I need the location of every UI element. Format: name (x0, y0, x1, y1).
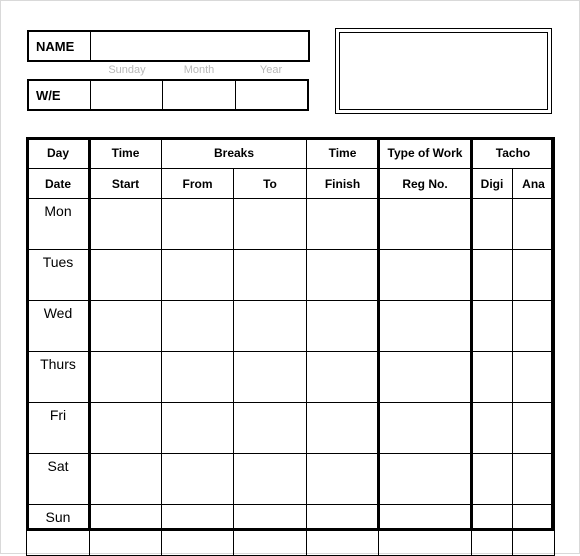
digi-cell[interactable] (472, 301, 513, 352)
day-label: Fri (27, 403, 90, 454)
reg-no-cell[interactable] (379, 199, 472, 250)
col-day-header: Day (27, 138, 90, 169)
finish-cell[interactable] (307, 403, 379, 454)
ana-cell[interactable] (513, 301, 555, 352)
start-cell[interactable] (90, 199, 162, 250)
break-to-cell[interactable] (234, 199, 307, 250)
break-to-cell[interactable] (234, 505, 307, 556)
table-row (27, 250, 555, 301)
digi-cell[interactable] (472, 352, 513, 403)
ana-cell[interactable] (513, 199, 555, 250)
break-to-cell[interactable] (234, 454, 307, 505)
digi-cell[interactable] (472, 403, 513, 454)
col-time-start-header: Time (90, 138, 162, 169)
break-from-cell[interactable] (162, 403, 234, 454)
start-cell[interactable] (90, 250, 162, 301)
start-cell[interactable] (90, 505, 162, 556)
break-from-cell[interactable] (162, 352, 234, 403)
logo-box-inner (339, 32, 548, 110)
break-to-cell[interactable] (234, 250, 307, 301)
we-divider-3 (235, 81, 236, 109)
ana-cell[interactable] (513, 454, 555, 505)
ana-cell[interactable] (513, 403, 555, 454)
divider-finish-work (377, 137, 380, 531)
col-type-of-work-header: Type of Work (379, 138, 472, 169)
start-cell[interactable] (90, 454, 162, 505)
digi-cell[interactable] (472, 199, 513, 250)
day-label: Mon (27, 199, 90, 250)
day-label: Sun (27, 505, 90, 556)
day-label: Sat (27, 454, 90, 505)
col-from-header: From (162, 169, 234, 199)
finish-cell[interactable] (307, 250, 379, 301)
break-to-cell[interactable] (234, 352, 307, 403)
name-divider (90, 32, 91, 60)
col-start-header: Start (90, 169, 162, 199)
reg-no-cell[interactable] (379, 301, 472, 352)
day-label: Wed (27, 301, 90, 352)
col-breaks-header: Breaks (162, 138, 307, 169)
break-from-cell[interactable] (162, 505, 234, 556)
col-finish-header: Finish (307, 169, 379, 199)
divider-work-tacho (470, 137, 473, 531)
we-label: W/E (36, 87, 61, 103)
hint-year: Year (259, 64, 283, 76)
name-label: NAME (36, 38, 75, 54)
ana-cell[interactable] (513, 505, 555, 556)
ana-cell[interactable] (513, 352, 555, 403)
reg-no-cell[interactable] (379, 250, 472, 301)
table-row (27, 199, 555, 250)
reg-no-cell[interactable] (379, 403, 472, 454)
break-from-cell[interactable] (162, 454, 234, 505)
col-to-header: To (234, 169, 307, 199)
break-to-cell[interactable] (234, 301, 307, 352)
divider-date-start (88, 137, 91, 531)
col-time-finish-header: Time (307, 138, 379, 169)
start-cell[interactable] (90, 301, 162, 352)
reg-no-cell[interactable] (379, 454, 472, 505)
digi-cell[interactable] (472, 505, 513, 556)
day-label: Tues (27, 250, 90, 301)
timesheet-table (26, 137, 555, 556)
finish-cell[interactable] (307, 301, 379, 352)
table-row (27, 454, 555, 505)
header-row-1 (27, 138, 555, 169)
col-ana-header: Ana (513, 169, 555, 199)
we-divider-1 (90, 81, 91, 109)
finish-cell[interactable] (307, 505, 379, 556)
logo-box[interactable] (335, 28, 552, 114)
reg-no-cell[interactable] (379, 352, 472, 403)
col-digi-header: Digi (472, 169, 513, 199)
reg-no-cell[interactable] (379, 505, 472, 556)
header-row-2 (27, 169, 555, 199)
break-from-cell[interactable] (162, 301, 234, 352)
finish-cell[interactable] (307, 199, 379, 250)
digi-cell[interactable] (472, 454, 513, 505)
col-reg-no-header: Reg No. (379, 169, 472, 199)
table-row (27, 403, 555, 454)
hint-month: Month (183, 64, 215, 76)
day-label: Thurs (27, 352, 90, 403)
break-from-cell[interactable] (162, 199, 234, 250)
finish-cell[interactable] (307, 454, 379, 505)
break-from-cell[interactable] (162, 250, 234, 301)
start-cell[interactable] (90, 403, 162, 454)
table-row (27, 505, 555, 556)
week-ending-field[interactable] (27, 79, 309, 111)
hint-sunday: Sunday (108, 64, 146, 76)
col-date-header: Date (27, 169, 90, 199)
we-divider-2 (162, 81, 163, 109)
table-row (27, 301, 555, 352)
ana-cell[interactable] (513, 250, 555, 301)
break-to-cell[interactable] (234, 403, 307, 454)
name-field[interactable] (27, 30, 310, 62)
digi-cell[interactable] (472, 250, 513, 301)
table-row (27, 352, 555, 403)
finish-cell[interactable] (307, 352, 379, 403)
col-tacho-header: Tacho (472, 138, 555, 169)
start-cell[interactable] (90, 352, 162, 403)
